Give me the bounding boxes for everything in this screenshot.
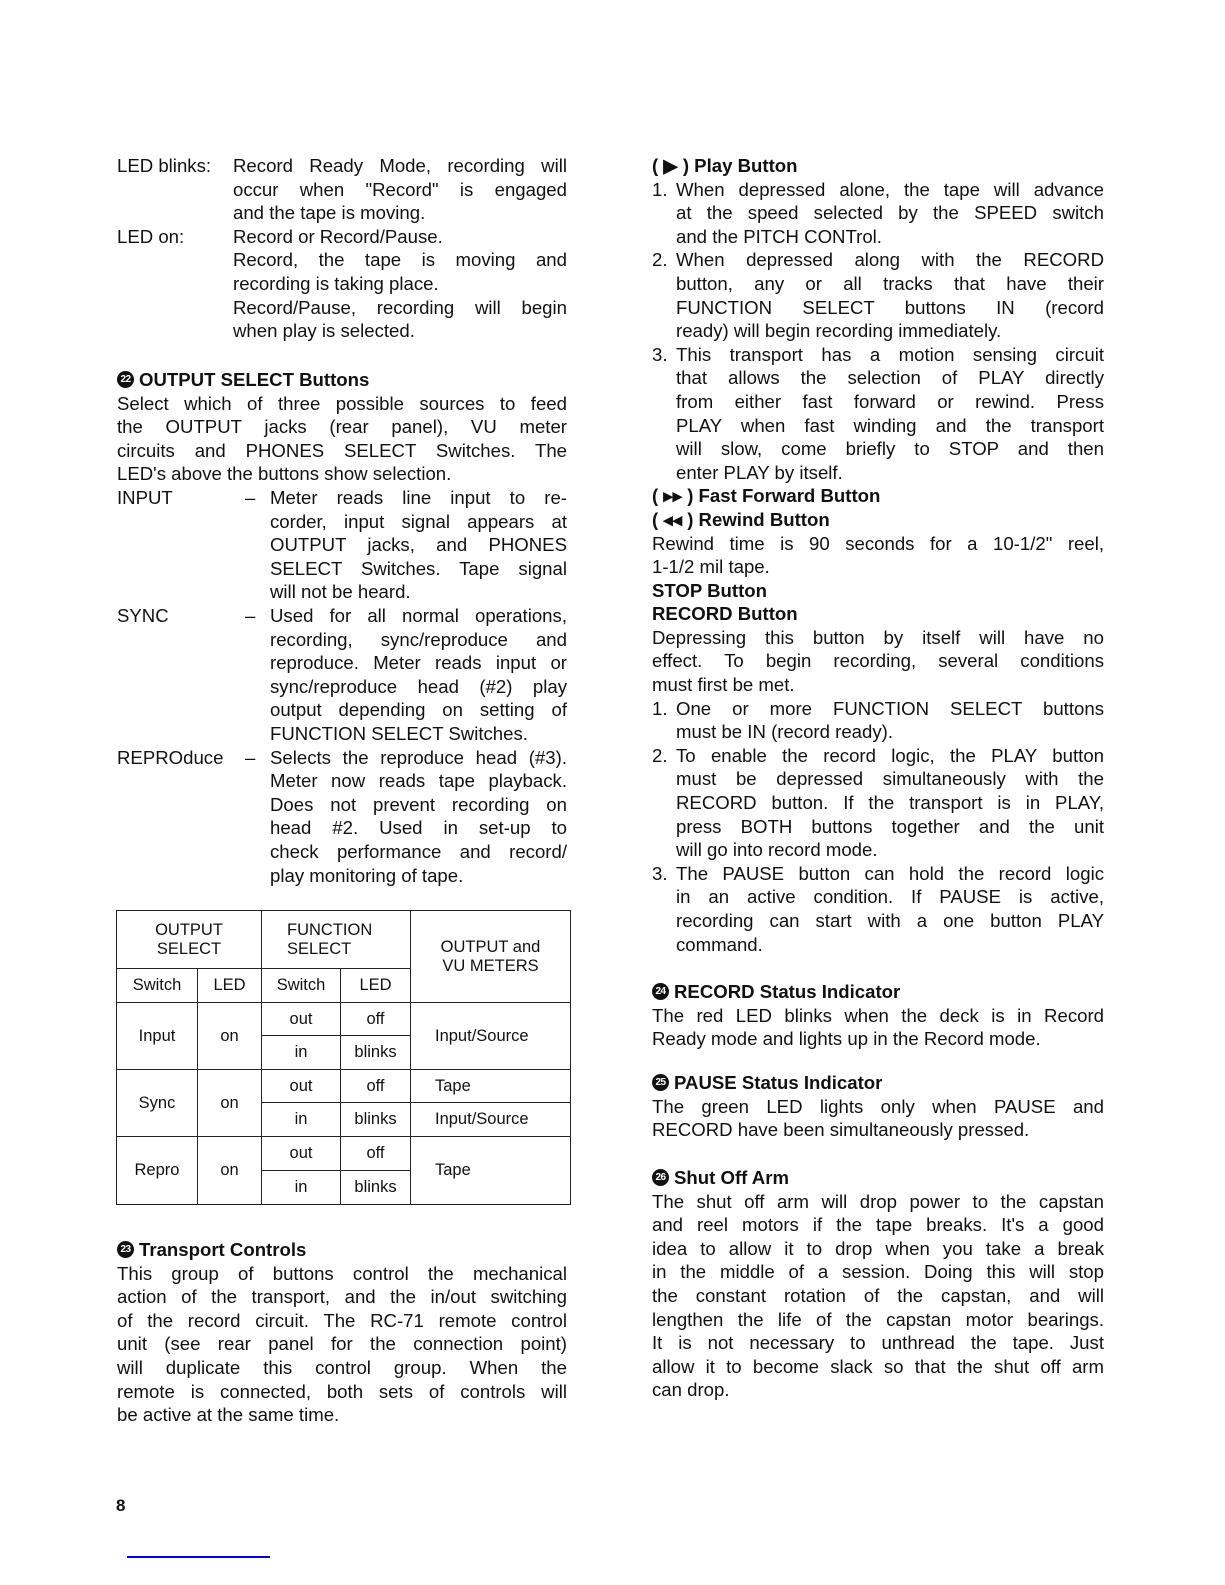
text-line: press BOTH buttons together and the unit xyxy=(676,815,1104,837)
mode-label: SYNC xyxy=(117,604,169,626)
output-select-table xyxy=(116,910,571,1205)
text-line: of the record circuit. The RC-71 remote control xyxy=(117,1309,567,1331)
stop-heading: STOP Button xyxy=(652,579,768,601)
rewind-heading: ( ◂◂ ) Rewind Button xyxy=(652,508,830,530)
cell: Tape xyxy=(411,1070,571,1103)
section-heading xyxy=(652,1166,1104,1190)
text-line: Record Ready Mode, recording will xyxy=(233,155,567,176)
heading-text: RECORD Status Indicator xyxy=(674,981,901,1002)
cell: on xyxy=(198,1003,262,1070)
text-line: will go into record mode. xyxy=(676,839,878,861)
text-line: at the speed selected by the SPEED switch xyxy=(676,202,1104,224)
text-line: Record or Record/Pause. xyxy=(233,225,443,247)
record-heading: RECORD Button xyxy=(652,603,798,625)
numbered-item xyxy=(652,744,1104,862)
text-line: occur when "Record" is engaged xyxy=(233,178,567,200)
cell: in xyxy=(262,1036,341,1070)
text-line: and the tape is moving. xyxy=(233,202,426,224)
item-text xyxy=(676,697,1104,744)
item-number: 3. xyxy=(652,862,668,884)
text-line: Record, the tape is moving and xyxy=(233,249,567,271)
cell: off xyxy=(341,1003,411,1036)
led-blinks-text xyxy=(233,154,567,225)
table-row xyxy=(117,1137,571,1171)
pause-status-section xyxy=(652,1071,1104,1142)
text-line: reproduce. Meter reads input or xyxy=(270,652,567,674)
text-line: Rewind time is 90 seconds for a 10-1/2" reel, xyxy=(652,532,1104,554)
text-line: LED's above the buttons show selection. xyxy=(117,463,452,485)
text-line: be active at the same time. xyxy=(117,1404,340,1426)
text-line: must be depressed simultaneously with the xyxy=(676,768,1104,790)
mode-list xyxy=(117,486,567,887)
section-heading xyxy=(117,368,567,392)
page-number: 8 xyxy=(116,1496,126,1515)
text-line: recording, sync/reproduce and xyxy=(270,628,567,650)
header-output-vu: OUTPUT and VU METERS xyxy=(411,911,571,1003)
cell: out xyxy=(262,1137,341,1171)
item-text xyxy=(676,862,1104,956)
text-line: OUTPUT jacks, and PHONES xyxy=(270,534,567,556)
cell: Input xyxy=(117,1003,198,1070)
text-line: allow it to become slack so that the shut off arm xyxy=(652,1355,1104,1377)
text-line: will duplicate this control group. When the xyxy=(117,1356,567,1378)
text-line: ready) will begin recording immediately. xyxy=(676,320,1002,342)
cell: Repro xyxy=(117,1137,198,1205)
numbered-item xyxy=(652,697,1104,744)
led-blinks-section xyxy=(117,154,567,343)
mode-input xyxy=(117,486,567,604)
circled-number-icon: 22 xyxy=(117,371,134,388)
text-line: check performance and record/ xyxy=(270,840,567,862)
table-row xyxy=(117,1070,571,1103)
text-line: Record/Pause, recording will begin xyxy=(233,296,567,318)
cell: off xyxy=(341,1070,411,1103)
play-button-heading: ( ▶ ) Play Button xyxy=(652,155,798,176)
text-line: output depending on setting of xyxy=(270,699,567,721)
text-line: command. xyxy=(676,933,763,955)
record-text xyxy=(652,626,1104,697)
led-on-text xyxy=(233,225,567,343)
text-line: the OUTPUT jacks (rear panel), VU meter xyxy=(117,416,567,438)
section-heading xyxy=(652,1071,1104,1095)
item-number: 2. xyxy=(652,249,668,271)
text-line: Select which of three possible sources to feed xyxy=(117,392,567,414)
output-select-text xyxy=(117,392,567,486)
circled-number-icon: 23 xyxy=(117,1241,134,1258)
text-line: Does not prevent recording on xyxy=(270,793,567,815)
item-number: 1. xyxy=(652,697,668,719)
rewind-text xyxy=(652,532,1104,579)
record-status-text xyxy=(652,1004,1104,1051)
mode-label: INPUT xyxy=(117,487,173,508)
text-line: sync/reproduce head (#2) play xyxy=(270,675,567,697)
header-output-select: OUTPUT SELECT xyxy=(117,911,262,969)
circled-number-icon: 25 xyxy=(652,1074,669,1091)
text-line: The PAUSE button can hold the record logic xyxy=(676,862,1104,884)
subheader-led: LED xyxy=(198,969,262,1003)
text-line: must first be met. xyxy=(652,674,795,696)
text-line: To enable the record logic, the PLAY button xyxy=(676,744,1104,766)
heading-text: OUTPUT SELECT Buttons xyxy=(139,369,370,390)
text-line: The red LED blinks when the deck is in Record xyxy=(652,1004,1104,1026)
mode-dash: – xyxy=(245,746,256,768)
cell: out xyxy=(262,1070,341,1103)
section-heading xyxy=(652,980,1104,1004)
cell: out xyxy=(262,1003,341,1036)
cell: in xyxy=(262,1171,341,1205)
text-line: when play is selected. xyxy=(233,320,415,342)
cell: Tape xyxy=(411,1137,571,1205)
link-underline xyxy=(127,1556,270,1558)
cell: on xyxy=(198,1070,262,1137)
text-line: unit (see rear panel for the connection point) xyxy=(117,1333,567,1355)
output-select-section xyxy=(117,368,567,486)
text-line: FUNCTION SELECT buttons IN (record xyxy=(676,296,1104,318)
transport-text xyxy=(117,1262,567,1427)
section-heading xyxy=(117,1238,567,1262)
shutoff-text xyxy=(652,1190,1104,1402)
cell: in xyxy=(262,1103,341,1137)
cell: off xyxy=(341,1137,411,1171)
cell: blinks xyxy=(341,1103,411,1137)
heading-text: Shut Off Arm xyxy=(674,1167,789,1188)
text-line: will slow, come briefly to STOP and then xyxy=(676,438,1104,460)
mode-dash: – xyxy=(245,604,256,626)
text-line: will not be heard. xyxy=(270,581,411,603)
transport-buttons-section xyxy=(652,154,1104,956)
text-line: 1-1/2 mil tape. xyxy=(652,556,770,578)
mode-text xyxy=(270,604,567,746)
mode-text xyxy=(270,746,567,888)
text-line: must be IN (record ready). xyxy=(676,721,893,743)
fast-forward-heading: ( ▸▸ ) Fast Forward Button xyxy=(652,485,881,507)
text-line: This group of buttons control the mechanical xyxy=(117,1262,567,1284)
text-line: Meter now reads tape playback. xyxy=(270,770,567,792)
text-line: the constant rotation of the capstan, and will xyxy=(652,1284,1104,1306)
text-line: Ready mode and lights up in the Record mode. xyxy=(652,1028,1041,1050)
led-blinks-label: LED blinks: xyxy=(117,155,212,176)
text-line: circuits and PHONES SELECT Switches. The xyxy=(117,439,567,461)
item-text xyxy=(676,178,1104,249)
numbered-item xyxy=(652,178,1104,249)
mode-sync xyxy=(117,604,567,746)
table-row xyxy=(117,1003,571,1036)
pause-status-text xyxy=(652,1095,1104,1142)
record-items xyxy=(652,697,1104,957)
text-line: play monitoring of tape. xyxy=(270,864,464,886)
item-number: 1. xyxy=(652,178,668,200)
subheader-switch: Switch xyxy=(262,969,341,1003)
text-line: corder, input signal appears at xyxy=(270,510,567,532)
cell: on xyxy=(198,1137,262,1205)
text-line: Meter reads line input to re- xyxy=(270,487,567,508)
cell: Input/Source xyxy=(411,1103,571,1137)
text-line: The shut off arm will drop power to the capstan xyxy=(652,1190,1104,1212)
text-line: that allows the selection of PLAY directly xyxy=(676,367,1104,389)
text-line: One or more FUNCTION SELECT buttons xyxy=(676,697,1104,719)
text-line: button, any or all tracks that have their xyxy=(676,272,1104,294)
text-line: recording is taking place. xyxy=(233,272,439,294)
play-items xyxy=(652,178,1104,485)
item-text xyxy=(676,343,1104,485)
text-line: and reel motors if the tape breaks. It's a good xyxy=(652,1214,1104,1236)
cell: blinks xyxy=(341,1171,411,1205)
item-text xyxy=(676,744,1104,862)
text-line: RECORD have been simultaneously pressed. xyxy=(652,1119,1030,1141)
text-line: This transport has a motion sensing circuit xyxy=(676,343,1104,365)
text-line: head #2. Used in set-up to xyxy=(270,817,567,839)
text-line: RECORD button. If the transport is in PLAY, xyxy=(676,792,1104,814)
text-line: effect. To begin recording, several conditions xyxy=(652,650,1104,672)
record-status-section xyxy=(652,980,1104,1051)
numbered-item xyxy=(652,248,1104,342)
text-line: can drop. xyxy=(652,1379,730,1401)
cell: blinks xyxy=(341,1036,411,1070)
numbered-item xyxy=(652,343,1104,485)
transport-section xyxy=(117,1238,567,1427)
mode-dash: – xyxy=(245,487,256,508)
cell: Input/Source xyxy=(411,1003,571,1070)
text-line: recording can start with a one button PLAY xyxy=(676,910,1104,931)
mode-repro xyxy=(117,746,567,888)
numbered-item xyxy=(652,862,1104,956)
text-line: SELECT Switches. Tape signal xyxy=(270,557,567,579)
heading-text: PAUSE Status Indicator xyxy=(674,1072,883,1093)
text-line: Used for all normal operations, xyxy=(270,604,567,626)
item-number: 3. xyxy=(652,343,668,365)
subheader-led: LED xyxy=(341,969,411,1003)
text-line: in an active condition. If PAUSE is active, xyxy=(676,886,1104,908)
heading-text: Transport Controls xyxy=(139,1239,307,1260)
led-on-label: LED on: xyxy=(117,225,185,247)
text-line: and the PITCH CONTrol. xyxy=(676,225,882,247)
text-line: PLAY when fast winding and the transport xyxy=(676,414,1104,436)
circled-number-icon: 26 xyxy=(652,1169,669,1186)
text-line: from either fast forward or rewind. Press xyxy=(676,390,1104,412)
text-line: When depressed alone, the tape will advance xyxy=(676,178,1104,200)
circled-number-icon: 24 xyxy=(652,983,669,1000)
text-line: lengthen the life of the capstan motor bearings. xyxy=(652,1308,1104,1330)
shutoff-section xyxy=(652,1166,1104,1402)
subheader-switch: Switch xyxy=(117,969,198,1003)
text-line: enter PLAY by itself. xyxy=(676,461,843,483)
mode-text xyxy=(270,486,567,604)
header-function-select: FUNCTION SELECT xyxy=(262,911,411,969)
mode-label: REPROduce xyxy=(117,746,224,768)
text-line: in the middle of a session. Doing this will stop xyxy=(652,1261,1104,1283)
text-line: remote is connected, both sets of controls will xyxy=(117,1380,567,1402)
item-number: 2. xyxy=(652,744,668,766)
text-line: Selects the reproduce head (#3). xyxy=(270,746,567,768)
text-line: FUNCTION SELECT Switches. xyxy=(270,722,528,744)
cell: Sync xyxy=(117,1070,198,1137)
text-line: It is not necessary to unthread the tape. Just xyxy=(652,1332,1104,1354)
text-line: idea to allow it to drop when you take a break xyxy=(652,1237,1104,1259)
text-line: action of the transport, and the in/out switching xyxy=(117,1286,567,1308)
item-text xyxy=(676,248,1104,342)
text-line: The green LED lights only when PAUSE and xyxy=(652,1095,1104,1117)
text-line: Depressing this button by itself will have no xyxy=(652,626,1104,648)
text-line: When depressed along with the RECORD xyxy=(676,249,1104,271)
